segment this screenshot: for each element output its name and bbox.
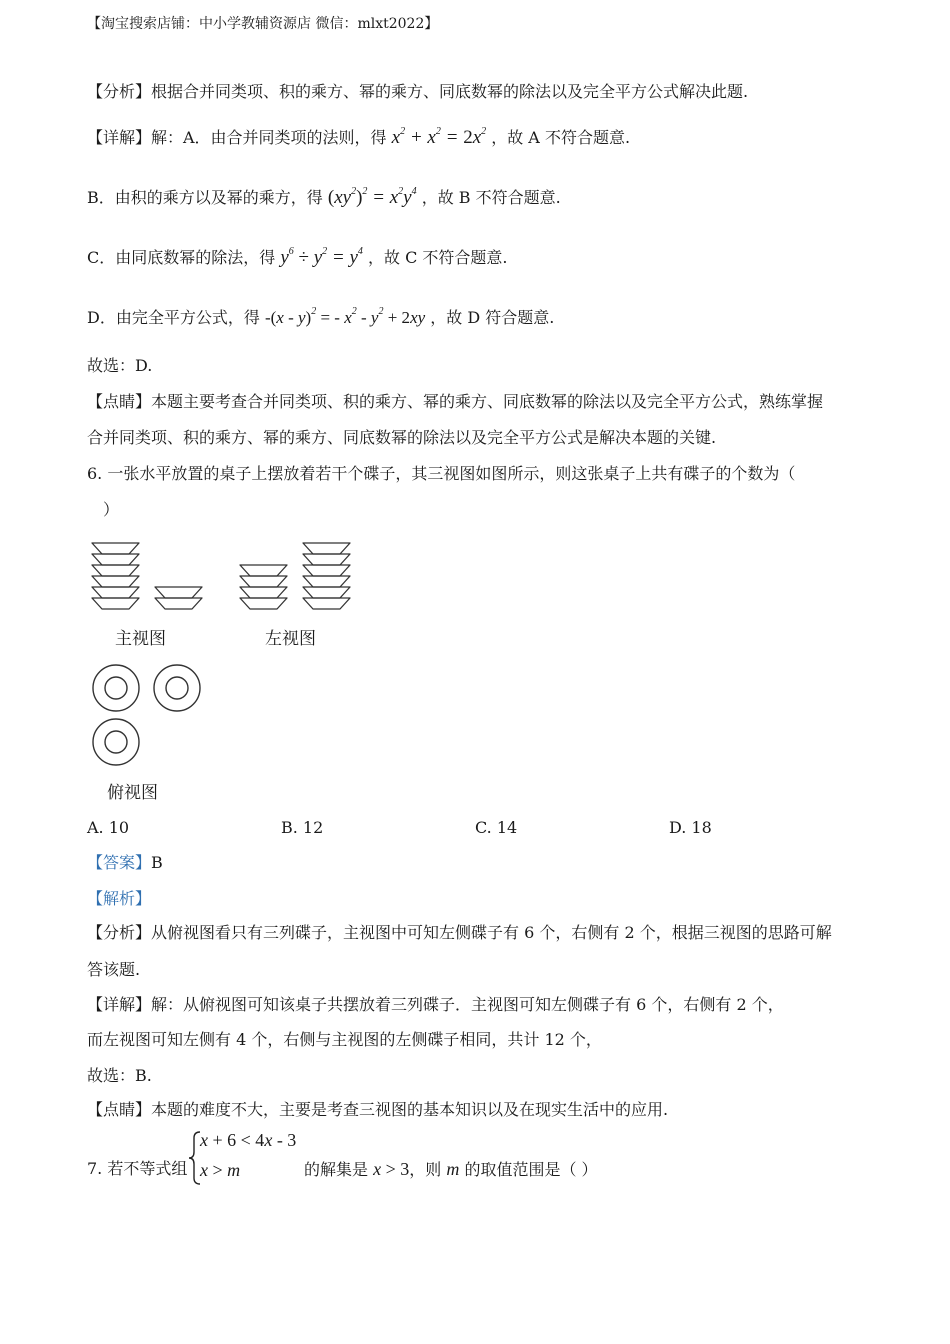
side-view-label: 左视图 — [265, 629, 316, 649]
q5-detail-d: D．由完全平方公式，得 -(x - y)$^2$ = - $x^2 - y^2 + 2xy$ ，故 D 符合题意. — [87, 306, 555, 327]
q5-detail-b: B．由积的乘方以及幂的乘方，得 $(xy^2)^2 = x^2y^4$ ，故 B 不符合题意. — [87, 186, 561, 208]
side-view-left-stack — [240, 565, 287, 609]
q6-answer — [87, 853, 163, 873]
side-view-right-stack — [303, 543, 350, 609]
front-view-left-stack — [92, 543, 139, 609]
q6-parse-label: 【解析】 — [87, 889, 152, 908]
inequality-system — [188, 1130, 308, 1186]
answer-label: 【答案】 — [87, 853, 152, 872]
q6-comment: 【点睛】本题的难度不大，主要是考查三视图的基本知识以及在现实生活中的应用. — [87, 1100, 669, 1119]
choice-c: C. 14 — [475, 818, 518, 837]
solution-set: x > 3 — [373, 1159, 410, 1179]
shop-header: 【淘宝搜索店铺：中小学教辅资源店 微信：mlxt2022】 — [87, 16, 439, 32]
q5-comment-1: 【点睛】本题主要考查合并同类项、积的乘方、幂的乘方、同底数幂的除法以及完全平方公式，熟练掌握 — [87, 392, 824, 411]
formula-a: $x^2 + x^2 = 2x^2$ — [391, 126, 487, 148]
q6-choice: 故选：B. — [87, 1066, 152, 1085]
top-view-circles — [93, 665, 200, 765]
q5-choice: 故选：D. — [87, 356, 153, 375]
choice-b: B. 12 — [281, 818, 324, 837]
q5-comment-2: 合并同类项、积的乘方、幂的乘方、同底数幂的除法以及完全平方公式是解决本题的关键. — [87, 428, 717, 447]
formula-d: -(x - y)$^2$ = - $x^2 - y^2 + 2xy$ — [264, 306, 426, 327]
q5-detail-a: 【详解】解：A．由合并同类项的法则，得 $x^2 + x^2 = 2x^2$ ，故 A 不符合题意. — [87, 126, 631, 148]
inequality-1: x + 6 < 4x - 3 — [200, 1130, 297, 1150]
q5-analysis: 【分析】根据合并同类项、积的乘方、幂的乘方、同底数幂的除法以及完全平方公式解决此题. — [87, 82, 749, 101]
formula-b: $(xy^2)^2 = x^2y^4$ — [327, 186, 417, 208]
three-view-figure — [80, 535, 380, 775]
formula-c: $y^6 \div y^2 = y^4$ — [280, 246, 363, 268]
q6-detail-1: 【详解】解：从俯视图可知该桌子共摆放着三列碟子．主视图可知左侧碟子有 6 个，右侧有 2 个， — [87, 995, 784, 1014]
choice-a: A. 10 — [87, 818, 130, 837]
q5-detail-c: C．由同底数幂的除法，得 $y^6 \div y^2 = y^4$ ，故 C 不符合题意. — [87, 246, 508, 268]
choice-d: D. 18 — [669, 818, 712, 837]
var-m: m — [446, 1159, 460, 1179]
front-view-label: 主视图 — [115, 629, 166, 649]
q6-stem-2: ） — [103, 500, 120, 519]
q6-stem-1: 6. 一张水平放置的桌子上摆放着若干个碟子，其三视图如图所示，则这张桌子上共有碟子的个数为（ — [87, 464, 796, 483]
inequality-2: x > m — [200, 1160, 241, 1180]
q7-stem-pre: 7. 若不等式组 — [87, 1159, 188, 1178]
q6-analysis-1: 【分析】从俯视图看只有三列碟子，主视图中可知左侧碟子有 6 个，右侧有 2 个，根据三视图的思路可解 — [87, 923, 832, 942]
answer-value: B — [151, 853, 163, 872]
q6-detail-2: 而左视图可知左侧有 4 个，右侧与主视图的左侧碟子相同，共计 12 个， — [87, 1030, 602, 1049]
q7-stem-rest: 的解集是 x > 3，则 m 的取值范围是（ ） — [304, 1159, 598, 1179]
q6-analysis-2: 答该题. — [87, 960, 141, 979]
front-view-right-stack — [155, 587, 202, 609]
top-view-label: 俯视图 — [107, 783, 158, 803]
